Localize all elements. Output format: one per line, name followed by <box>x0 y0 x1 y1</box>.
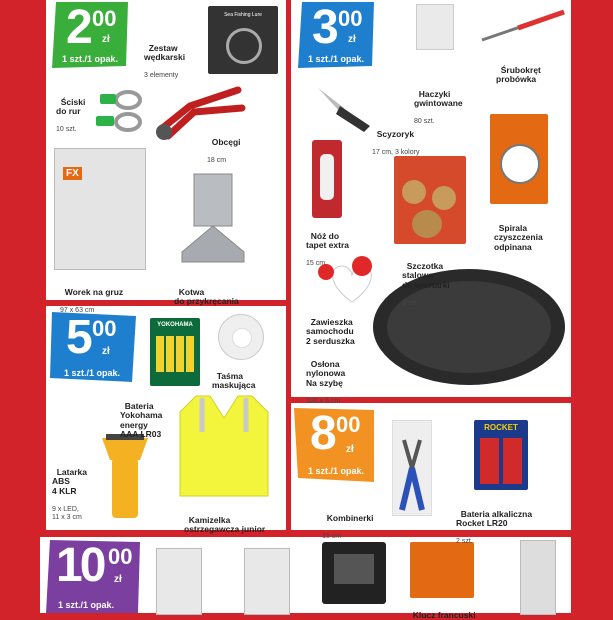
label-zestaw <box>144 34 185 90</box>
product-name: Śrubokręt probówka <box>496 64 541 84</box>
label-rocket <box>456 500 532 556</box>
anchor-image <box>180 172 246 268</box>
price-per-unit: 1 szt./1 opak. <box>58 600 115 610</box>
price-per-unit: 1 szt./1 opak. <box>62 54 119 64</box>
battery-row <box>156 336 194 372</box>
label-bateria <box>120 392 162 440</box>
product-detail: 80 szt. <box>414 118 435 125</box>
pocket-knife-image <box>316 84 372 132</box>
product-name: Szczotka stalowa do wiertarki <box>402 260 450 290</box>
led-floodlight-image <box>322 542 386 604</box>
price-per-unit: 1 szt./1 opak. <box>308 466 365 476</box>
product-name: Zawieszka samochodu 2 serduszka <box>306 316 355 346</box>
batteries-aaa-image <box>150 318 200 386</box>
label-worek <box>60 278 123 324</box>
product-name: Spirala czyszczenia odpinana <box>494 222 543 252</box>
price-dec: 00 <box>108 544 133 569</box>
rocket-cells <box>480 438 522 484</box>
drain-spiral-image <box>490 114 548 204</box>
product-name: Zestaw wędkarski <box>144 42 186 62</box>
currency: zł <box>346 444 354 455</box>
price-int: 8 <box>310 407 337 460</box>
sunshade-image <box>370 262 568 392</box>
product-name: Kotwa do przykręcania <box>174 286 239 306</box>
product-detail: 3 szt. <box>402 299 419 307</box>
product-name: Nóż do tapet extra <box>306 230 349 250</box>
rubble-bag-image <box>54 148 146 270</box>
price-int: 3 <box>312 1 339 54</box>
rubble-bag-brand: FX <box>63 167 82 180</box>
price-badge-800 <box>298 407 374 480</box>
brush-disc-1 <box>402 180 426 204</box>
rocket-battery-image <box>474 420 528 490</box>
product-detail: 18 cm <box>207 156 227 164</box>
price-int: 10 <box>56 539 104 592</box>
product-detail: 10 szt. <box>56 126 77 133</box>
currency: zł <box>102 346 110 357</box>
safety-vest-image <box>176 392 272 500</box>
label-kombinerki <box>322 504 374 550</box>
label-sciski <box>56 88 85 144</box>
label-noz <box>306 222 349 278</box>
product-detail: 9 x LED, 11 x 3 cm <box>52 505 82 521</box>
wire-brush-image <box>394 156 466 244</box>
currency: zł <box>348 34 356 45</box>
label-kotwa <box>174 278 239 307</box>
product-name: Bateria alkaliczna Rocket LR20 <box>456 508 533 528</box>
label-spirala <box>494 214 543 252</box>
bottom-product-1-image <box>156 548 202 615</box>
product-name: Ściski do rur <box>56 96 86 116</box>
yokohama-brand: YOKOHAMA <box>157 322 193 328</box>
price-per-unit: 1 szt./1 opak. <box>308 54 365 64</box>
currency: zł <box>102 34 110 45</box>
product-detail: 2 szt. <box>456 538 473 545</box>
product-name: Kamizelka ostrzegawcza junior <box>184 514 266 534</box>
label-kamizelka <box>184 506 265 535</box>
product-detail: 97 x 63 cm <box>60 306 95 314</box>
label-oslona <box>306 350 345 415</box>
price-int: 5 <box>66 311 93 364</box>
product-name: Worek na gruz <box>64 286 124 297</box>
price-int: 2 <box>66 1 93 54</box>
bottom-product-2-image <box>244 548 290 615</box>
masking-tape-image <box>218 314 264 360</box>
price-badge-200 <box>56 1 128 66</box>
hooks-image <box>416 4 454 50</box>
label-latarka <box>52 458 87 531</box>
price-badge-300 <box>302 1 374 66</box>
rocket-brand: ROCKET <box>484 423 518 432</box>
price-per-unit: 1 szt./1 opak. <box>64 368 121 378</box>
product-name: Klucz francuski <box>412 609 476 620</box>
fishing-lure-shape <box>226 28 262 64</box>
brush-disc-3 <box>412 210 442 238</box>
label-tasma <box>212 362 255 391</box>
spiral-coil <box>500 144 540 184</box>
product-name: Scyzoryk <box>376 128 415 139</box>
pipe-clamps-image <box>92 88 150 134</box>
product-name: Latarka ABS 4 KLR <box>52 466 87 496</box>
label-szczotka <box>402 252 450 317</box>
price-dec: 00 <box>336 412 361 437</box>
product-detail: 3 elementy <box>144 72 179 79</box>
price-badge-1000 <box>50 539 140 613</box>
utility-knife-body <box>320 154 334 200</box>
product-name: Kombinerki <box>326 512 374 523</box>
product-detail: 15 cm <box>306 260 326 267</box>
price-dec: 00 <box>338 6 363 31</box>
product-name: Obcęgi <box>211 136 241 147</box>
price-dec: 00 <box>92 6 117 31</box>
label-obcegi <box>207 128 241 174</box>
flashlight-image <box>98 430 152 522</box>
product-name: Haczyki gwintowane <box>414 88 463 108</box>
tape-hole <box>232 328 252 348</box>
utility-knife-image <box>312 140 342 218</box>
product-name: Taśma maskująca <box>212 370 256 390</box>
product-name: Bateria Yokohama energy AAA LR03 <box>120 400 163 439</box>
screwdriver-image <box>478 8 568 44</box>
brush-disc-2 <box>432 186 456 210</box>
product-detail: 15 cm <box>322 532 342 540</box>
product-name: Osłona nylonowa Na szybę <box>306 358 346 388</box>
price-dec: 00 <box>92 316 117 341</box>
fishing-set-pack-label: Sea Fishing Lure <box>224 12 262 18</box>
label-zawieszka <box>306 308 355 346</box>
label-scyzoryk <box>372 120 419 166</box>
led-lens <box>334 554 374 584</box>
label-klucz <box>408 601 476 620</box>
fishing-set-image <box>208 6 278 74</box>
label-srubokret <box>496 56 541 85</box>
label-haczyki <box>414 80 463 136</box>
product-detail: 100 x 5 cm <box>306 397 341 405</box>
combination-pliers-image <box>392 420 432 516</box>
product-detail: 17 cm, 3 kolory <box>372 148 420 156</box>
currency: zł <box>114 574 122 585</box>
